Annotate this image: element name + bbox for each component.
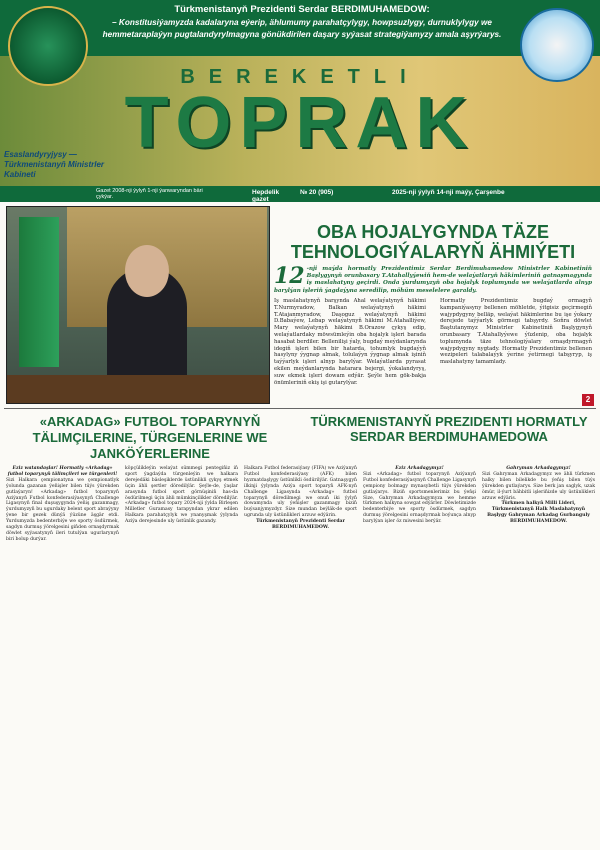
article1-lead-text: -nji maýda hormatly Prezidentimiz Serdar Berdimuhamedow Ministrler Kabinetiniň Başlygynyň orunbasary T.Atahallyýewiň hem-de welaýatlaryň häkimleriniň gatnaşmagynda iş maslahatyny geçirdi. Onda ýurdumyzyň oba hojalyk toplumynda we welaýatlarda alnyp barylýan işleriň ýagdaýyna seredilip, möhüm meselelere garaldy. [274,266,592,294]
body-column-5-signature: Türkmen halkyň Milli Lideri, Türkmenistanyň Halk Maslahatynyň Başlygy Gahryman Arkadag Gurbanguly BERDIMUHAMEDOW. [487,501,590,525]
body-column-1-text: Sizi Halkara çempionatyna we çempionatlyk ýolunda gazanan ýeňişler bilen tüýs ýürekden gutlaýaryn! «Arkadag» futbol toparynyň Aziýanyň Futbol konfederasiýasynyň Challenge Ligasynyň final duşuşygynda ýeňiş gazanmagy, ýurdumyzyň bu ugurdaky belent sport abraýyny ýene bir gezek dünýä ýüzüne äşgär etdi. Ýurdumyzda bedenterbiýe we sporty ösdürmek, sagdyn durmuş ýörelgesini giňden ornaşdyrmak döwlet syýasatynyň ileri tutulýan ugurlarynyň biri bolup durýar. [6,477,119,542]
article1-lead [274,263,592,295]
body-column-1-title: Eziz watandaşlar! Hormatly «Arkadag» futbol toparynyň tälimçileri we türgenleri! [7,466,118,477]
body-column-5-title: Gahryman Arkadagymyz! [506,466,571,471]
masthead-subtitle: BEREKETLI [180,66,420,88]
top-banner [0,0,600,56]
masthead-title: TOPRAK [124,83,476,163]
body-column-4 [363,466,476,525]
banner-title: Türkmenistanyň Prezidenti Serdar BERDIMUHAMEDOW: [174,4,430,15]
photo-flag [19,217,59,367]
article3-headline: TÜRKMENISTANYŇ PREZIDENTI HORMATLY SERDAR BERDIMUHAMEDOWA [310,414,588,444]
founder-note: Esaslandyryjysy — Türkmenistanyň Ministrler Kabineti [4,150,105,179]
body-column-1 [6,466,119,543]
state-emblem-icon [8,6,88,86]
article1-column-2: Hormatly Prezidentimiz bugdaý ormagyň kampaniýasyny bellenen möhletde, ýitgisiz geçirmegiň wajypdygyny belläp, welaýat häkimlerine bu işe ýokary derejede taýýarlyk görmegi tabşyrdy. Soňra döwlet Baştutanymyz Ministrler Kabinetiniň Başlygynyň orunbasary T.Atahallyýewe ýüzlenip, oba hojalyk toplumynda täze tehnologiýalary ornaşdyrmagyň wajypdygyny nygtady. Hormatly Prezidentimiz bellenen wezipeleri talabalaýyk ýerine ýetirmegi tabşyryp, iş maslahatyny tamamlady. [440,298,592,366]
article1-column-1: Iş maslahatynyň barşynda Ahal welaýatynyň häkimi T.Nurmyradow, Balkan welaýatynyň häkimi T.Atajanmyradow, Daşoguz welaýatynyň häkimi D.Babaýew, Lebap welaýatynyň häkimi M.Atahalliýew, Mary welaýatynyň häkimi B.Orazow çykyş edip, welaýatlardaky möwsümleýin oba hojalyk işleri barada hasabat berdiler. Bellenilişi ýaly, bugdaý meýdanlarynda idegiň işleri bilen bir hatarda, tohumlyk bugdaýyň hasylyny ýygnap almak, tolulaýyn ýygnap almak işiniň taýýarlyk işleri alnyp barylýar. Welaýatlarda pyrasat ekilen meýdanlarynda hatarara bejergi, ýokalandyryş, suw ekmek işleri dowam edýär. Şeýle hem gök-bakja önümleriniň ekiş işi gutarylýar. [274,298,426,386]
page-number-badge: 2 [582,394,594,406]
body-column-5 [482,466,595,525]
founded-note: Gazet 2008-nji ýylyň 1-nji ýanwaryndan bäri çykýar. [96,188,203,200]
body-column-3 [244,466,357,531]
issue-date: 2025-nji ýylyň 14-nji maýy, Çarşenbe [392,189,505,196]
body-column-4-text: Sizi «Arkadag» futbol toparynyň Aziýanyň Futbol konfederasiýasynyň Challenge Ligasynyň çempiony bolmagy mynasybetli tüýs ýürekden gutlaýarys. Biziň sportsmenlerimiz bu ýeňşi Size, Gahryman Arkadagymyza we hemme türkmen halkyna sowgat edýärler. Döwletimizde bedenterbiýe we sporty ösdürmek, sagdyn durmuş ýörelgesini ornaşdyrmak boýunça alnyp barylýan işler öz miwesini berýär. [363,471,476,525]
article1-dropcap: 12 [274,263,305,289]
banner-quote: – Konstitusiýamyzda kadalaryna eýerip, ählumumy parahatçylygy, howpsuzlygy, durnuklylygy we hemmetaraplaýyn pugtalandyrylmagyna gönükdirilen daşary syýasat strategiýamyzy amala aşyrýarys. [102,18,502,39]
body-column-4-title: Eziz Arkadagymyz! [395,466,444,471]
article1-headline: OBA HOJALYGYNDA TÄZE TEHNOLOGIÝALARYŇ ÄHMIÝETI [290,222,576,262]
photo-face [125,245,169,297]
president-photo [6,206,270,404]
ministry-emblem-icon [520,8,594,82]
photo-desk [7,375,269,403]
issue-number: № 20 (905) [300,189,334,196]
body-column-3-signature: Türkmenistanyň Prezidenti Serdar BERDIMUHAMEDOW. [256,519,345,531]
body-column-5-text: Sizi Gahryman Arkadagymyz we ähli türkmen halky bilen bilelikde bu ýeňiş bilen tüýs ýürekden gutlaýarys. Size berk jan saglyk, uzak ömür, il-ýurt bähbitli işleriňizde uly üstünlikleri arzuw edýäris. [482,471,595,501]
body-column-3-text: Halkara Futbol federasiýasy (FIFA) we Aziýanyň Futbol konfederasiýasy (AFK) bilen hyzmatdaşlygy üstünlikli ösdürilýär. Gatnaşygyň ilkinji ýylynda Aziýa sport toparyň AFK-nyň Challenge Ligasynda «Arkadag» futbol toparynyň döredilmegi we onuň iki ýylyň dowamynda uly ýeňişler gazanmagy biziň buýsanjymyzdyr. Size mundan beýläk-de sport ugrunda uly üstünlikleri arzuw edýärin. [244,466,357,519]
weekly-label: Hepdelik gazet [252,189,280,203]
section-divider [4,408,596,409]
issue-info-bar [0,186,600,202]
article2-headline: «ARKADAG» FUTBOL TOPARYNYŇ TÄLIMÇILERINE, TÜRGENLERINE WE JANKÖÝERLERINE [32,414,268,461]
body-column-2: köpçülikleýin welaýat sümmegi pentegiňiz iň sport ýagdaýda türgenleýin we halkara derejedäki bäsleşiklerde üstünlikli çykyş etmek üçin ähli şertler döredilýär. Şeýle-de, ýaşlar arasynda futbol sport görnüşiniň has-da ösdürilmegi üçin ähli mümkinçilikler döredilýär. «Arkadag» futbol topary 2024-nji ýylda Birleşen Milletler Guramasy tarapyndan ykrar edilen Halkara parahatçylyk we ynanyşmak ýylynda Aziýa derejesinde uly üstünlik gazandy. [125,466,238,525]
